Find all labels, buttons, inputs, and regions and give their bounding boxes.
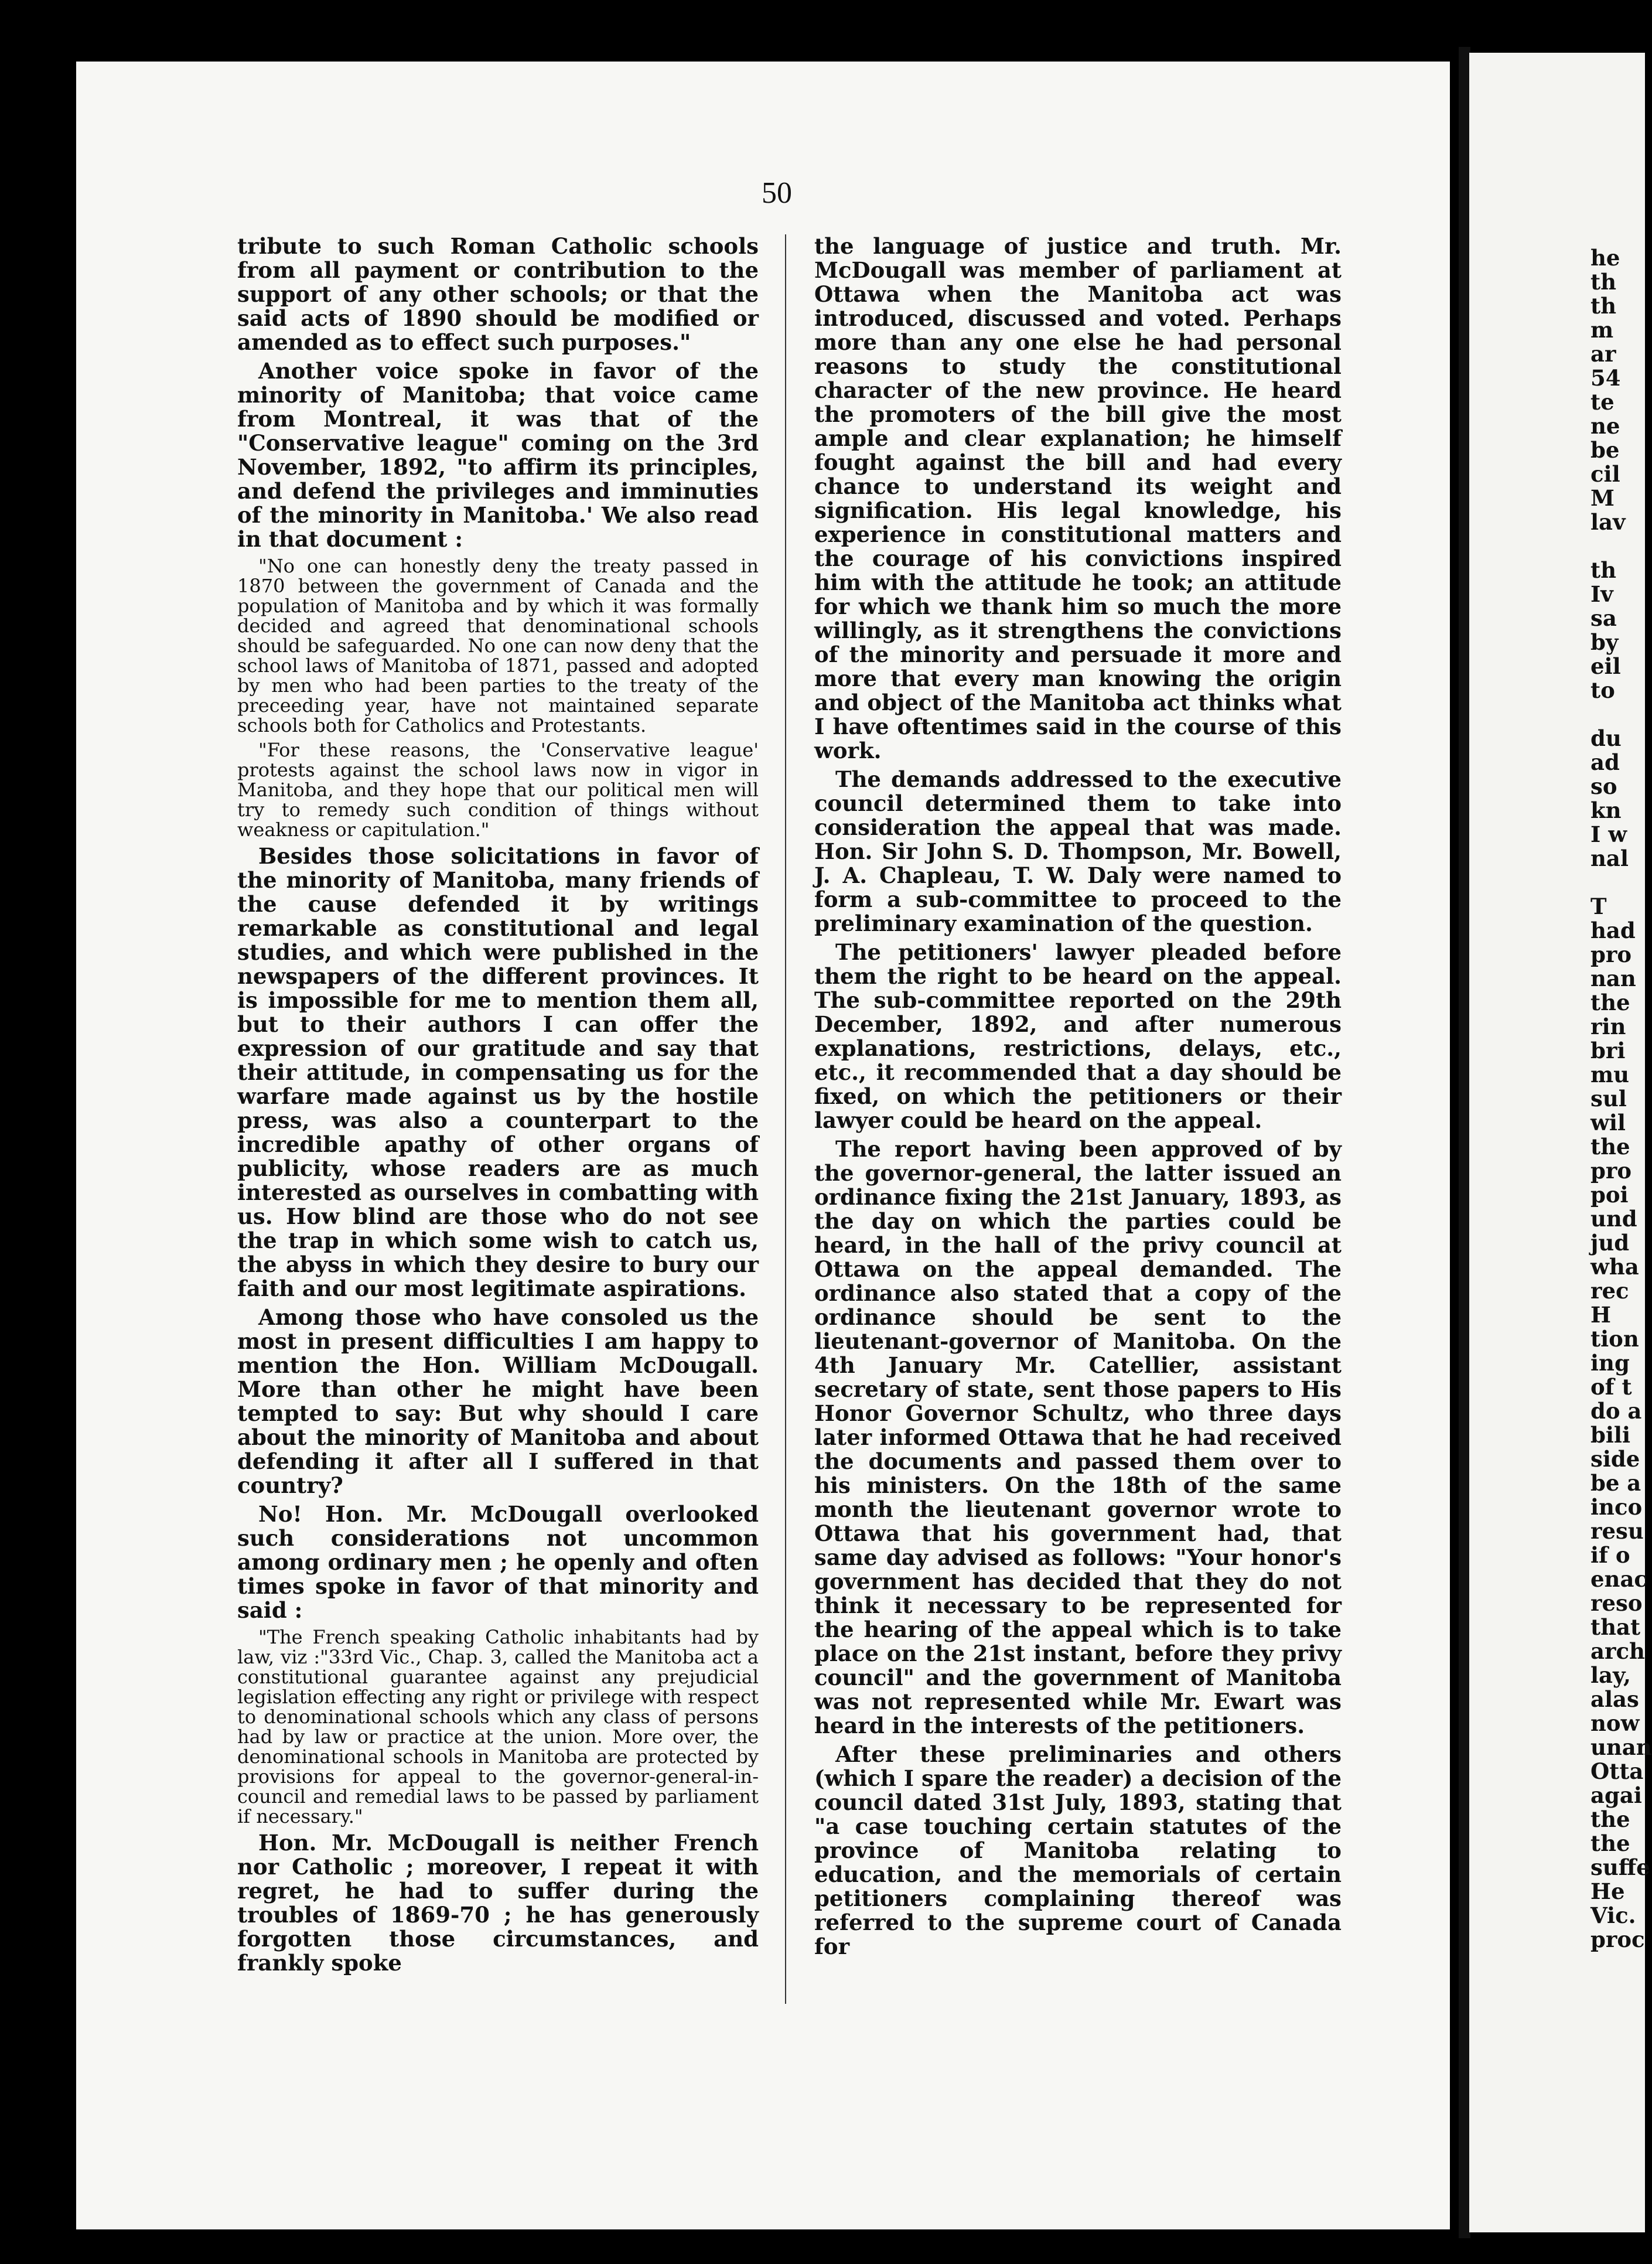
next-page-fragment: reso [1590, 1590, 1643, 1616]
block-quote: "For these reasons, the 'Conservative league' protests against the school laws now in vigor in Manitoba, and they hope that our political men will try to remedy such condition of things without weakness or capitulation." [237, 739, 759, 841]
next-page-fragment: th [1590, 269, 1616, 295]
next-page-fragment: te [1590, 389, 1615, 415]
next-page-fragment: Iv [1590, 581, 1613, 607]
right-column [814, 234, 1342, 1963]
next-page-fragment: ad [1590, 749, 1620, 775]
next-page-fragment: 54 [1590, 365, 1621, 391]
next-page-fragment: that [1590, 1614, 1641, 1640]
next-page-fragment: if o [1590, 1542, 1630, 1568]
paragraph: The demands addressed to the executive council determined them to take into consideration the appeal that was made. Hon. Sir John S. D. Thompson, Mr. Bowell, J. A. Chapleau, T. W. Daly were named to form a sub-committee to proceed to the preliminary examination of the question. [814, 766, 1342, 936]
next-page-fragment: he [1590, 245, 1620, 271]
next-page-fragment: enac [1590, 1566, 1647, 1592]
next-page-fragment: th [1590, 293, 1616, 319]
next-page-fragment: cil [1590, 461, 1620, 487]
block-quote: "The French speaking Catholic inhabitants had by law, viz :"33rd Vic., Chap. 3, called the Manitoba act a constitutional guarantee against any prejudicial legislation effecting any right or privilege with respect to denominational schools which any class of persons had by law or practice at the union. More over, the denominational schools in Manitoba are protected by provisions for appeal to the governor-general-in-council and remedial laws to be passed by parliament if necessary." [237, 1626, 759, 1827]
next-page-fragment: suffe [1590, 1854, 1650, 1880]
next-page-fragment: unan [1590, 1734, 1652, 1760]
next-page-fragment: resu [1590, 1518, 1644, 1544]
next-page-fragment: sul [1590, 1086, 1627, 1111]
paragraph: Another voice spoke in favor of the minority of Manitoba; that voice came from Montreal, it was that of the "Conservative league" coming on the 3rd November, 1892, "to affirm its principles, and defend the privileges and imminuties of the minority in Manitoba.' We also read in that document : [237, 358, 759, 552]
next-page-fragment: ar [1590, 341, 1616, 367]
paragraph: After these preliminaries and others (which I spare the reader) a decision of the council dated 31st July, 1893, stating that "a case touching certain statutes of the province of Manitoba relating to education, and the memorials of certain petitioners complaining thereof was referred to the supreme court of Canada for [814, 1741, 1342, 1959]
next-page-fragment: do a [1590, 1398, 1642, 1424]
paragraph: the language of justice and truth. Mr. McDougall was member of parliament at Ottawa when the Manitoba act was introduced, discussed and voted. Perhaps more than any one else he had personal reasons to study the constitutional character of the new province. He heard the promoters of the bill give the most ample and clear explanation; he himself fought against the bill and had every chance to understand its weight and signification. His legal knowledge, his experience in constitutional matters and the courage of his convictions inspired him with the attitude he took; an attitude for which we thank him so much the more willingly, as it strengthens the convictions of the minority and persuade it more and more that every man knowing the origin and object of the Manitoba act thinks what I have oftentimes said in the course of this work. [814, 233, 1342, 763]
next-page-fragment: mu [1590, 1062, 1630, 1087]
next-page-fragment: Otta [1590, 1758, 1644, 1784]
next-page-fragment: bri [1590, 1038, 1626, 1063]
next-page-fragment: the [1590, 1830, 1630, 1856]
next-page-fragment: so [1590, 773, 1617, 799]
next-page-fragment: I w [1590, 821, 1627, 847]
next-page-fragment: ne [1590, 413, 1620, 439]
next-page-fragment [1590, 534, 1637, 558]
next-page-fragment: alas [1590, 1686, 1639, 1712]
next-page-fragment: to [1590, 677, 1615, 703]
next-page-fragment [1590, 703, 1637, 727]
next-page-fragment: the [1590, 1134, 1630, 1160]
paragraph: No! Hon. Mr. McDougall overlooked such considerations not uncommon among ordinary men ; he openly and often times spoke in favor of that minority and said : [237, 1501, 759, 1623]
next-page-fragment: jud [1590, 1230, 1630, 1256]
next-page-fragment: tion [1590, 1326, 1639, 1352]
next-page-fragment: lav [1590, 509, 1626, 535]
next-page-fragment: by [1590, 629, 1619, 655]
next-page-fragment: Vic. [1590, 1902, 1636, 1928]
next-page-fragment: pro [1590, 942, 1632, 967]
paragraph: tribute to such Roman Catholic schools from all payment or contribution to the support of any other schools; or that the said acts of 1890 should be modified or amended as to effect such purposes." [237, 233, 759, 355]
next-page-fragment: proc [1590, 1927, 1645, 1952]
next-page-fragment: th [1590, 557, 1616, 583]
next-page-fragment: be [1590, 437, 1620, 463]
paragraph: The report having been approved of by the governor-general, the latter issued an ordinance fixing the 21st January, 1893, as the day on which the parties could be heard, in the hall of the privy council at Ottawa on the appeal demanded. The ordinance also stated that a copy of the ordinance should be sent to the lieutenant-governor of Manitoba. On the 4th January Mr. Catellier, assistant secretary of state, sent those papers to His Honor Governor Schultz, who three days later informed Ottawa that he had received the documents and passed them over to his ministers. On the 18th of the same month the lieutenant governor wrote to Ottawa that his government had, that same day advised as follows: "Your honor's government has decided that they do not think it necessary to be represented for the hearing of the appeal which is to take place on the 21st instant, before they privy council" and the government of Manitoba was not represented while Mr. Ewart was heard in the interests of the petitioners. [814, 1136, 1342, 1738]
page-number: 50 [762, 176, 792, 210]
page-gutter [1459, 47, 1470, 2238]
next-page-fragment: rin [1590, 1014, 1626, 1039]
next-page-fragment: bili [1590, 1422, 1631, 1448]
next-page-fragment: sa [1590, 605, 1617, 631]
next-page-fragment: the [1590, 1806, 1630, 1832]
next-page-fragment: kn [1590, 797, 1622, 823]
next-page-text-fragments [1590, 245, 1652, 1952]
paragraph: Hon. Mr. McDougall is neither French nor Catholic ; moreover, I repeat it with regret, he had to suffer during the troubles of 1869-70 ; he has generously forgotten those circumstances, and frankly spoke [237, 1830, 759, 1976]
next-page-fragment: m [1590, 317, 1614, 343]
left-column [237, 234, 759, 1980]
block-quote: "No one can honestly deny the treaty passed in 1870 between the government of Canada and the population of Manitoba and by which it was formally decided and agreed that denominational schools should be safeguarded. No one can now deny that the school laws of Manitoba of 1871, passed and adopted by men who had been parties to the treaty of the preceeding year, have not maintained separate schools both for Catholics and Protestants. [237, 555, 759, 737]
next-page-fragment: du [1590, 725, 1622, 751]
next-page-fragment: rec [1590, 1278, 1629, 1304]
next-page-fragment [1590, 871, 1637, 895]
column-rule [785, 234, 786, 2004]
next-page-fragment: He [1590, 1878, 1625, 1904]
next-page-fragment: nan [1590, 966, 1636, 991]
paragraph: Besides those solicitations in favor of the minority of Manitoba, many friends of the cause defended it by writings remarkable as constitutional and legal studies, and which were published in the newspapers of the different provinces. It is impossible for me to mention them all, but to their authors I can offer the expression of our gratitude and say that their attitude, in compensating us for the warfare made against us by the hostile press, was also a counterpart to the incredible apathy of other organs of publicity, whose readers are as much interested as ourselves in combatting with us. How blind are those who do not see the trap in which some wish to catch us, the abyss in which they desire to bury our faith and our most legitimate aspirations. [237, 843, 759, 1301]
next-page-fragment: lay, [1590, 1662, 1631, 1688]
next-page-fragment: side [1590, 1446, 1640, 1472]
next-page-fragment: poi [1590, 1182, 1629, 1208]
next-page-fragment: M [1590, 485, 1615, 511]
next-page-fragment: inco [1590, 1494, 1643, 1520]
next-page-fragment: had [1590, 918, 1636, 943]
next-page-fragment: be a [1590, 1470, 1641, 1496]
next-page-fragment: agai [1590, 1782, 1642, 1808]
next-page-fragment: pro [1590, 1158, 1632, 1184]
next-page-fragment: wil [1590, 1110, 1626, 1136]
next-page-fragment: ing [1590, 1350, 1630, 1376]
next-page-fragment: of t [1590, 1374, 1632, 1400]
paragraph: Among those who have consoled us the most in present difficulties I am happy to mention the Hon. William McDougall. More than other he might have been tempted to say: But why should I care about the minority of Manitoba and about defending it after all I suffered in that country? [237, 1304, 759, 1498]
next-page-fragment: now [1590, 1710, 1640, 1736]
next-page-fragment: H [1590, 1302, 1611, 1328]
next-page-fragment: wha [1590, 1254, 1639, 1280]
next-page-fragment: nal [1590, 845, 1629, 871]
next-page-fragment: T [1590, 894, 1607, 919]
next-page-fragment: arch [1590, 1638, 1645, 1664]
next-page-fragment: the [1590, 990, 1630, 1015]
next-page-fragment: eil [1590, 653, 1621, 679]
next-page-fragment: und [1590, 1206, 1637, 1232]
paragraph: The petitioners' lawyer pleaded before them the right to be heard on the appeal. The sub-committee reported on the 29th December, 1892, and after numerous explanations, restrictions, delays, etc., etc., it recommended that a day should be fixed, on which the petitioners or their lawyer could be heard on the appeal. [814, 939, 1342, 1133]
